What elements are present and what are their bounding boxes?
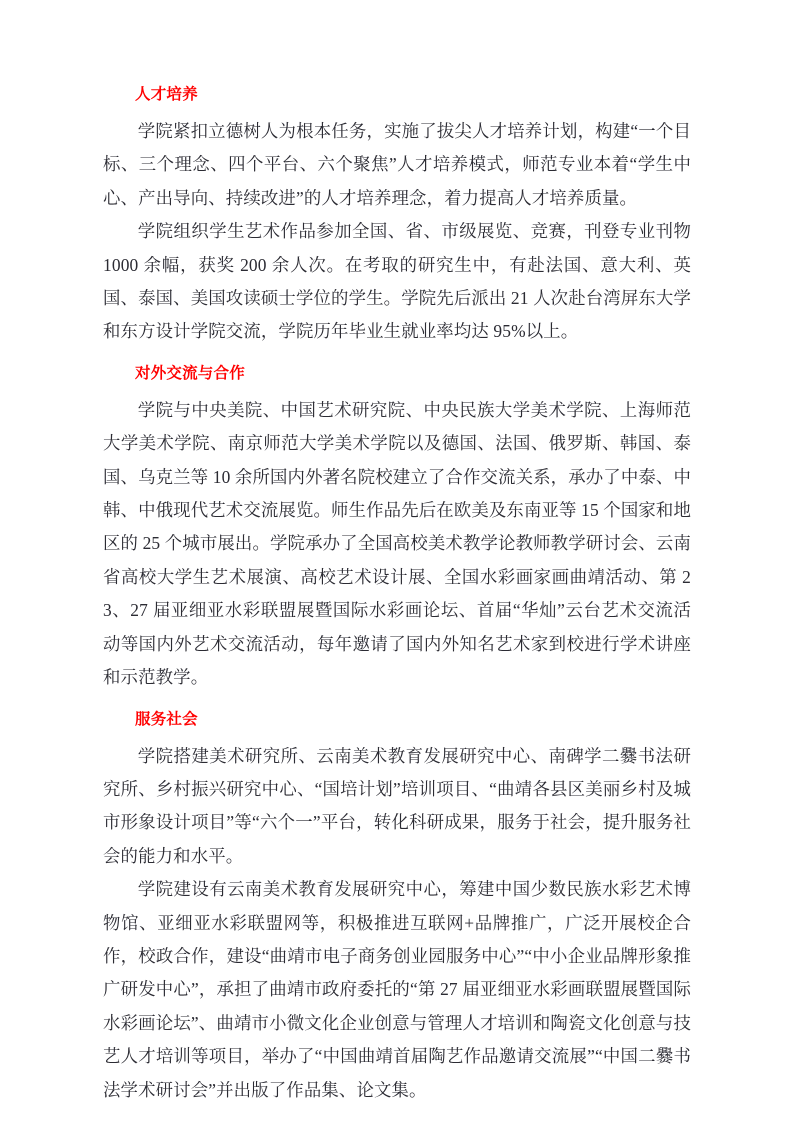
section-heading-talent-cultivation: 人才培养 bbox=[135, 86, 198, 103]
document-content bbox=[103, 84, 691, 1107]
paragraph: 学院紧扣立德树人为根本任务，实施了拔尖人才培养计划，构建“一个目标、三个理念、四个平台、六个聚焦”人才培养模式，师范专业本着“学生中心、产出导向、持续改进”的人才培养理念，着力提高人才培养质量。 bbox=[103, 121, 691, 208]
paragraph: 学院建设有云南美术教育发展研究中心，筹建中国少数民族水彩艺术博物馆、亚细亚水彩联盟网等，积极推进互联网+品牌推广，广泛开展校企合作，校政合作，建设“曲靖市电子商务创业园服务中心”“中小企业品牌形象推广研发中心”，承担了曲靖市政府委托的“第 27 届亚细亚水彩画联盟展暨国际水彩画论坛”、曲靖市小微文化企业创意与管理人才培训和陶瓷文化创意与技艺人才培训等项目，举办了“中国曲靖首届陶艺作品邀请交流展”“中国二爨书法学术研讨会”并出版了作品集、论文集。 bbox=[103, 879, 691, 1100]
section-social-service bbox=[103, 709, 691, 1107]
paragraph: 学院与中央美院、中国艺术研究院、中央民族大学美术学院、上海师范大学美术学院、南京师范大学美术学院以及德国、法国、俄罗斯、韩国、泰国、乌克兰等 10 余所国内外著名院校建立了合作交流关系，承办了中泰、中韩、中俄现代艺术交流展览。师生作品先后在欧美及东南亚等 15 个国家和地区的 25 个城市展出。学院承办了全国高校美术教学论教师教学研讨会、云南省高校大学生艺术展演、高校艺术设计展、全国水彩画家画曲靖活动、第 23、27 届亚细亚水彩联盟展暨国际水彩画论坛、首届“华灿”云台艺术交流活动等国内外艺术交流活动，每年邀请了国内外知名艺术家到校进行学术讲座和示范教学。 bbox=[103, 399, 691, 688]
section-body-talent-cultivation bbox=[103, 115, 691, 349]
section-talent-cultivation bbox=[103, 84, 691, 349]
section-body-international-exchange bbox=[103, 394, 691, 695]
paragraph: 学院组织学生艺术作品参加全国、省、市级展览、竞赛，刊登专业刊物 1000 余幅，获奖 200 余人次。在考取的研究生中，有赴法国、意大利、英国、泰国、美国攻读硕士学位的学生。学院先后派出 21 人次赴台湾屏东大学和东方设计学院交流，学院历年毕业生就业率均达 95%以上。 bbox=[103, 221, 691, 342]
section-heading-international-exchange: 对外交流与合作 bbox=[135, 364, 245, 382]
section-heading-social-service: 服务社会 bbox=[135, 710, 198, 728]
section-body-social-service bbox=[103, 740, 691, 1107]
section-international-exchange bbox=[103, 363, 691, 695]
paragraph: 学院搭建美术研究所、云南美术教育发展研究中心、南碑学二爨书法研究所、乡村振兴研究中心、“国培计划”培训项目、“曲靖各县区美丽乡村及城市形象设计项目”等“六个一”平台，转化科研成果，服务于社会，提升服务社会的能力和水平。 bbox=[103, 745, 691, 866]
